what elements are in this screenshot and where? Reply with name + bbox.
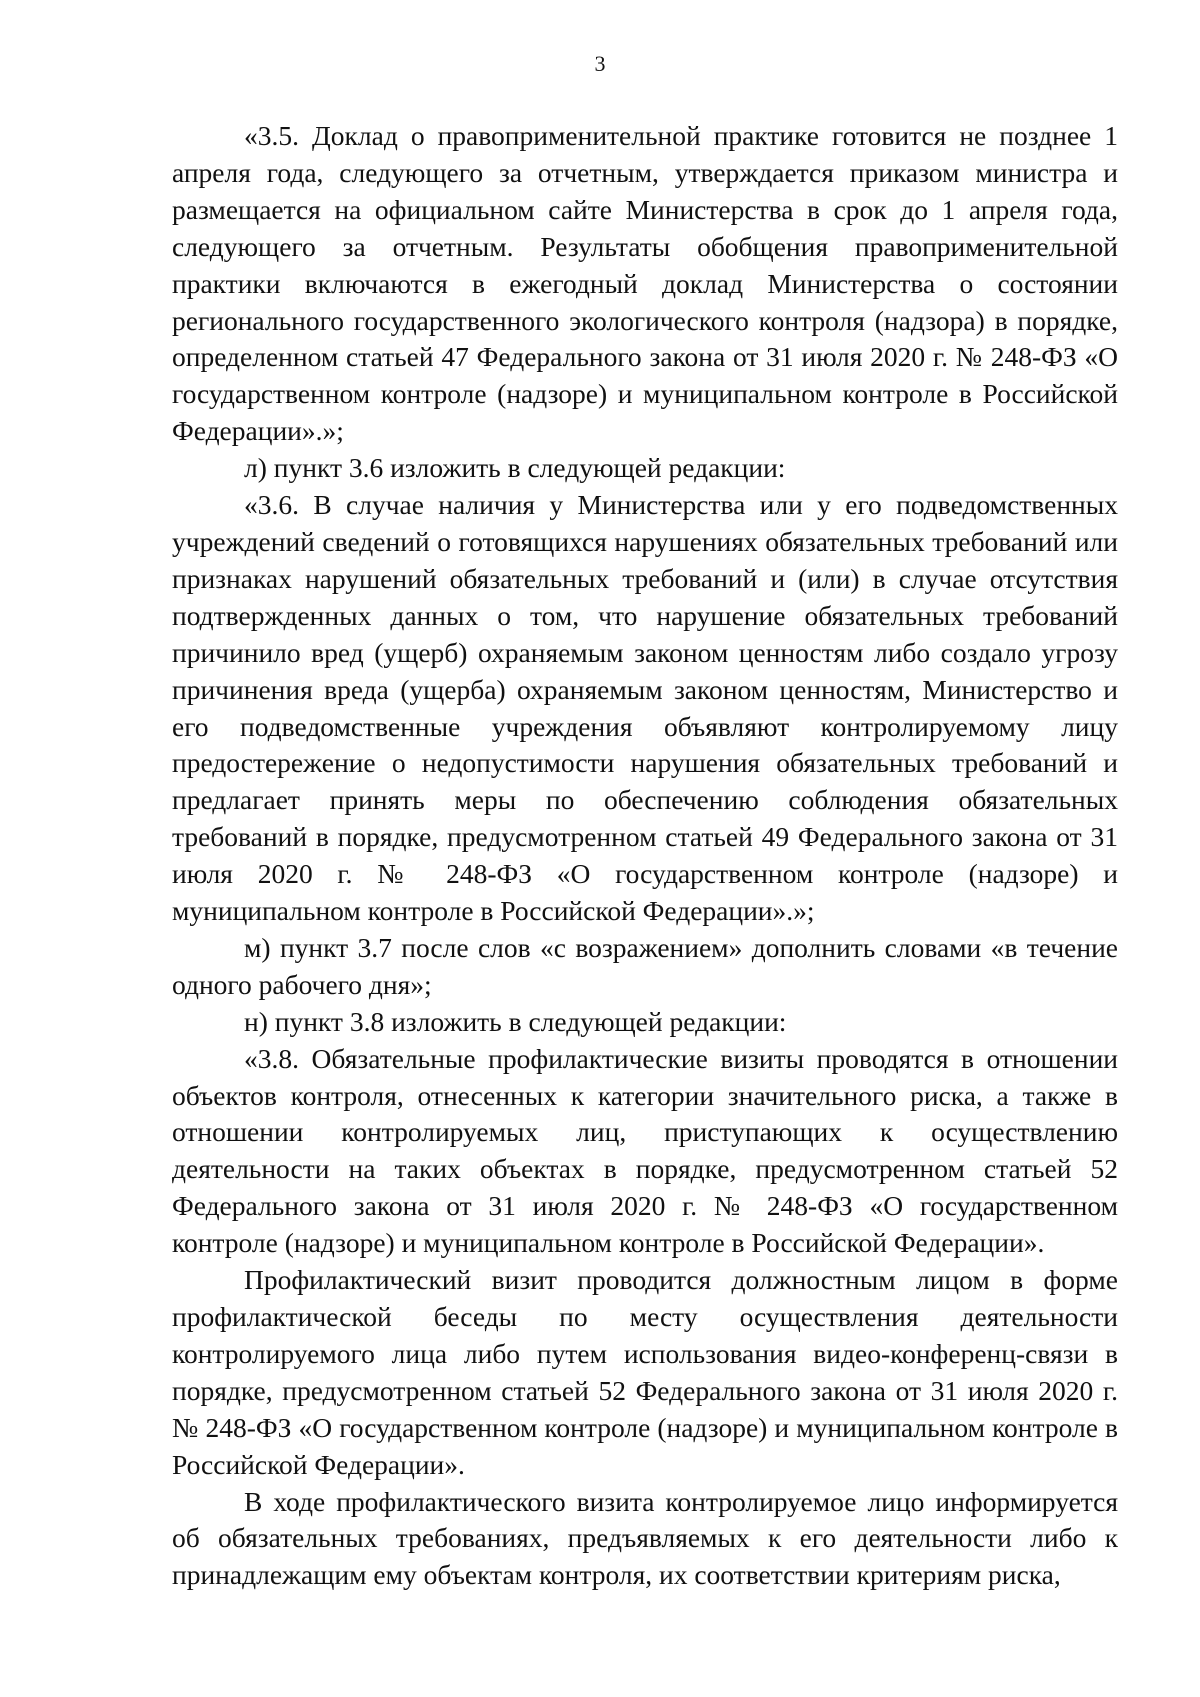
- document-body: [172, 118, 1118, 1594]
- paragraph-3-6: «3.6. В случае наличия у Министерства или у его подведомственных учреждений сведений о готовящихся нарушениях обязательных требований или признаках нарушений обязательных требований и (или) в случае отсутствия подтвержденных данных о том, что нарушение обязательных требований причинило вред (ущерб) охраняемым законом ценностям либо создало угрозу причинения вреда (ущерба) охраняемым законом ценностям, Министерство и его подведомственные учреждения объявляют контролируемому лицу предостережение о недопустимости нарушения обязательных требований и предлагает принять меры по обеспечению соблюдения обязательных требований в порядке, предусмотренном статьей 49 Федерального закона от 31 июля 2020 г. № 248-ФЗ «О государственном контроле (надзоре) и муниципальном контроле в Российской Федерации».»;: [172, 489, 1118, 927]
- paragraph-visit-info: В ходе профилактического визита контролируемое лицо информируется об обязательных требованиях, предъявляемых к его деятельности либо к принадлежащим ему объектам контроля, их соответствии критериям риска,: [172, 1485, 1118, 1591]
- paragraph-item-n: н) пункт 3.8 изложить в следующей редакции:: [244, 1005, 787, 1037]
- page-number: 3: [594, 51, 606, 76]
- paragraph-3-8: «3.8. Обязательные профилактические визиты проводятся в отношении объектов контроля, отнесенных к категории значительного риска, а также в отношении контролируемых лиц, приступающих к осуществлению деятельности на таких объектах в порядке, предусмотренном статьей 52 Федерального закона от 31 июля 2020 г. № 248-ФЗ «О государственном контроле (надзоре) и муниципальном контроле в Российской Федерации».: [172, 1042, 1118, 1259]
- paragraph-item-m: м) пункт 3.7 после слов «с возражением» дополнить словами «в течение одного рабочего дня»;: [172, 931, 1118, 1000]
- paragraph-item-l: л) пункт 3.6 изложить в следующей редакции:: [244, 452, 786, 484]
- paragraph-3-5: «3.5. Доклад о правоприменительной практике готовится не позднее 1 апреля года, следующего за отчетным, утверждается приказом министра и размещается на официальном сайте Министерства в срок до 1 апреля года, следующего за отчетным. Результаты обобщения правоприменительной практики включаются в ежегодный доклад Министерства о состоянии регионального государственного экологического контроля (надзора) в порядке, определенном статьей 47 Федерального закона от 31 июля 2020 г. № 248-ФЗ «О государственном контроле (надзоре) и муниципальном контроле в Российской Федерации».»;: [172, 120, 1118, 447]
- paragraph-visit-form: Профилактический визит проводится должностным лицом в форме профилактической беседы по месту осуществления деятельности контролируемого лица либо путем использования видео-конференц-связи в порядке, предусмотренном статьей 52 Федерального закона от 31 июля 2020 г. № 248-ФЗ «О государственном контроле (надзоре) и муниципальном контроле в Российской Федерации».: [172, 1264, 1118, 1480]
